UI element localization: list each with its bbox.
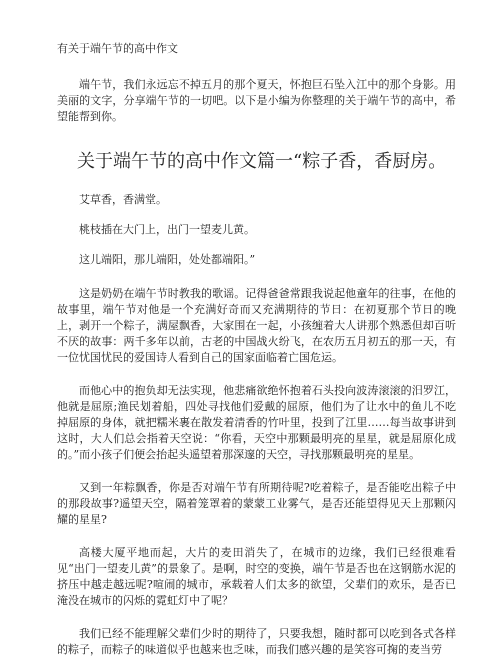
- poem-line: 桃枝插在大门上，出门一望麦儿黄。: [79, 223, 255, 236]
- body-paragraph: 又到一年粽飘香，你是否对端午节有所期待呢?吃着粽子，是否能吃出粽子中的那段故事?遥望天空，隔着笼罩着的蒙蒙工业雾气，是否还能望得见天上那颗闪耀的星星?: [57, 481, 456, 526]
- intro-paragraph: 端午节，我们永远忘不掉五月的那个夏天，怀抱巨石坠入江中的那个身影。用美丽的文字，分享端午节的一切吧。以下是小编为你整理的关于端午节的高中，希望能帮到你。: [57, 78, 456, 123]
- body-paragraph: 这是奶奶在端午节时教我的歌谣。记得爸爸常跟我说起他童年的往事，在他的故事里，端午节对他是一个充满好奇而又充满期待的节日：在初夏那个节日的晚上，剥开一个粽子，满屋飘香，大家围在一起，小孩缠着大人讲那个熟悉但却百听不厌的故事：两千多年以前，古老的中国战火纷飞，在农历五月初五的那一天，有一位忧国忧民的爱国诗人看到自己的国家面临着亡国危运。: [57, 287, 456, 364]
- poem-line: 这儿端阳，那儿端阳，处处都端阳。”: [79, 253, 256, 266]
- body-paragraph: 高楼大厦平地而起，大片的麦田消失了，在城市的边缘，我们已经很难看见“出门一望麦儿黄”的景象了。是啊，时空的变换，端午节是否也在这钢筋水泥的挤压中越走越远呢?喧闹的城市，承载着人们太多的欲望，父辈们的欢乐，是否已淹没在城市的闪烁的霓虹灯中了呢？: [57, 546, 456, 607]
- document-title: 有关于端午节的高中作文: [57, 42, 178, 55]
- body-paragraph: 而他心中的抱负却无法实现，他悲痛欲绝怀抱着石头投向波涛滚滚的汨罗江，他就是屈原;渔民划着船，四处寻找他们爱戴的屈原，他们为了让水中的鱼儿不吃掉屈原的身体，就把糯米裹在散发着清香的竹叶里，投到了江里……每当故事讲到这时，大人们总会指着天空说：“你看，天空中那颗最明亮的星星，就是屈原化成的。”而小孩子们便会抬起头遥望着那深邃的天空，寻找那颗最明亮的星星。: [57, 384, 456, 461]
- poem-line: 艾草香，香满堂。: [79, 193, 167, 206]
- body-paragraph: 我们已经不能理解父辈们少时的期待了，只要我想，随时都可以吃到各式各样的粽子，而粽子的味道似乎也越来也乏味，而我们感兴趣的是笑容可掬的麦当劳: [57, 627, 456, 656]
- section-heading: 关于端午节的高中作文篇一“粽子香，香厨房。: [77, 151, 447, 172]
